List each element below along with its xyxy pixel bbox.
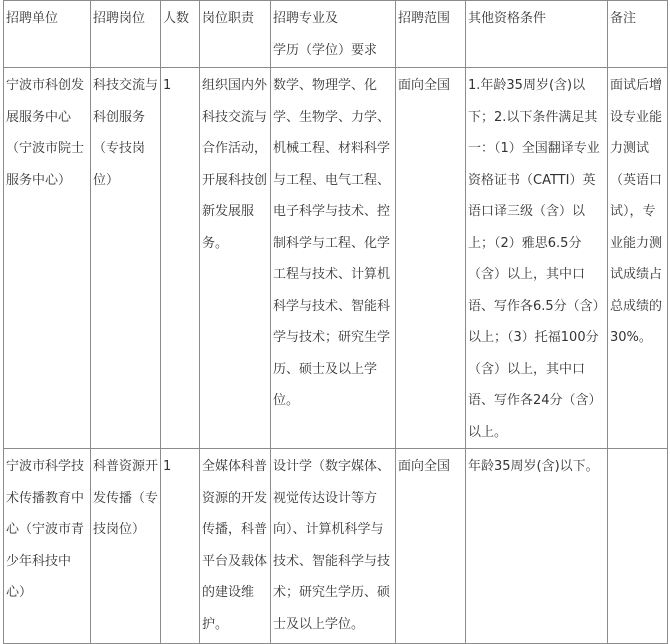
cell-scope: 面向全国 [396, 68, 466, 449]
header-post: 招聘岗位 [91, 1, 161, 68]
cell-note: 面试后增设专业能力测试（英语口试），专业能力测试成绩占总成绩的30%。 [608, 68, 668, 449]
table-header-row [4, 1, 668, 68]
cell-note [608, 449, 668, 644]
header-conditions: 其他资格条件 [466, 1, 608, 68]
cell-duty: 组织国内外科技交流与合作活动，开展科技创新发展服务。 [200, 68, 271, 449]
cell-unit: 宁波市科创发展服务中心（宁波市院士服务中心） [4, 68, 91, 449]
table-row [4, 68, 668, 449]
table-row [4, 449, 668, 644]
cell-post: 科普资源开发传播（专技岗位） [91, 449, 161, 644]
cell-count: 1 [161, 449, 200, 644]
recruitment-table [3, 0, 668, 644]
header-unit: 招聘单位 [4, 1, 91, 68]
cell-count: 1 [161, 68, 200, 449]
cell-scope: 面向全国 [396, 449, 466, 644]
cell-unit: 宁波市科学技术传播教育中心（宁波市青少年科技中心） [4, 449, 91, 644]
cell-major: 数学、物理学、化学、生物学、力学、机械工程、材料科学与工程、电气工程、电子科学与技术、控制科学与工程、化学工程与技术、计算机科学与技术、智能科学与技术；研究生学历、硕士及以上学位。 [271, 68, 396, 449]
cell-major: 设计学（数字媒体、视觉传达设计等方向）、计算机科学与技术、智能科学与技术；研究生学历、硕士及以上学位。 [271, 449, 396, 644]
cell-duty: 全媒体科普资源的开发传播，科普平台及载体的建设维护。 [200, 449, 271, 644]
header-count: 人数 [161, 1, 200, 68]
header-scope: 招聘范围 [396, 1, 466, 68]
header-major: 招聘专业及 学历（学位）要求 [271, 1, 396, 68]
header-note: 备注 [608, 1, 668, 68]
cell-conditions: 年龄35周岁(含)以下。 [466, 449, 608, 644]
cell-post: 科技交流与科创服务（专技岗位） [91, 68, 161, 449]
header-duty: 岗位职责 [200, 1, 271, 68]
cell-conditions: 1.年龄35周岁(含)以下；2.以下条件满足其一：（1）全国翻译专业资格证书（CATTI）英语口译三级（含）以上；（2）雅思6.5分（含）以上，其中口语、写作各6.5分（含）以上；（3）托福100分（含）以上，其中口语、写作各24分（含）以上。 [466, 68, 608, 449]
